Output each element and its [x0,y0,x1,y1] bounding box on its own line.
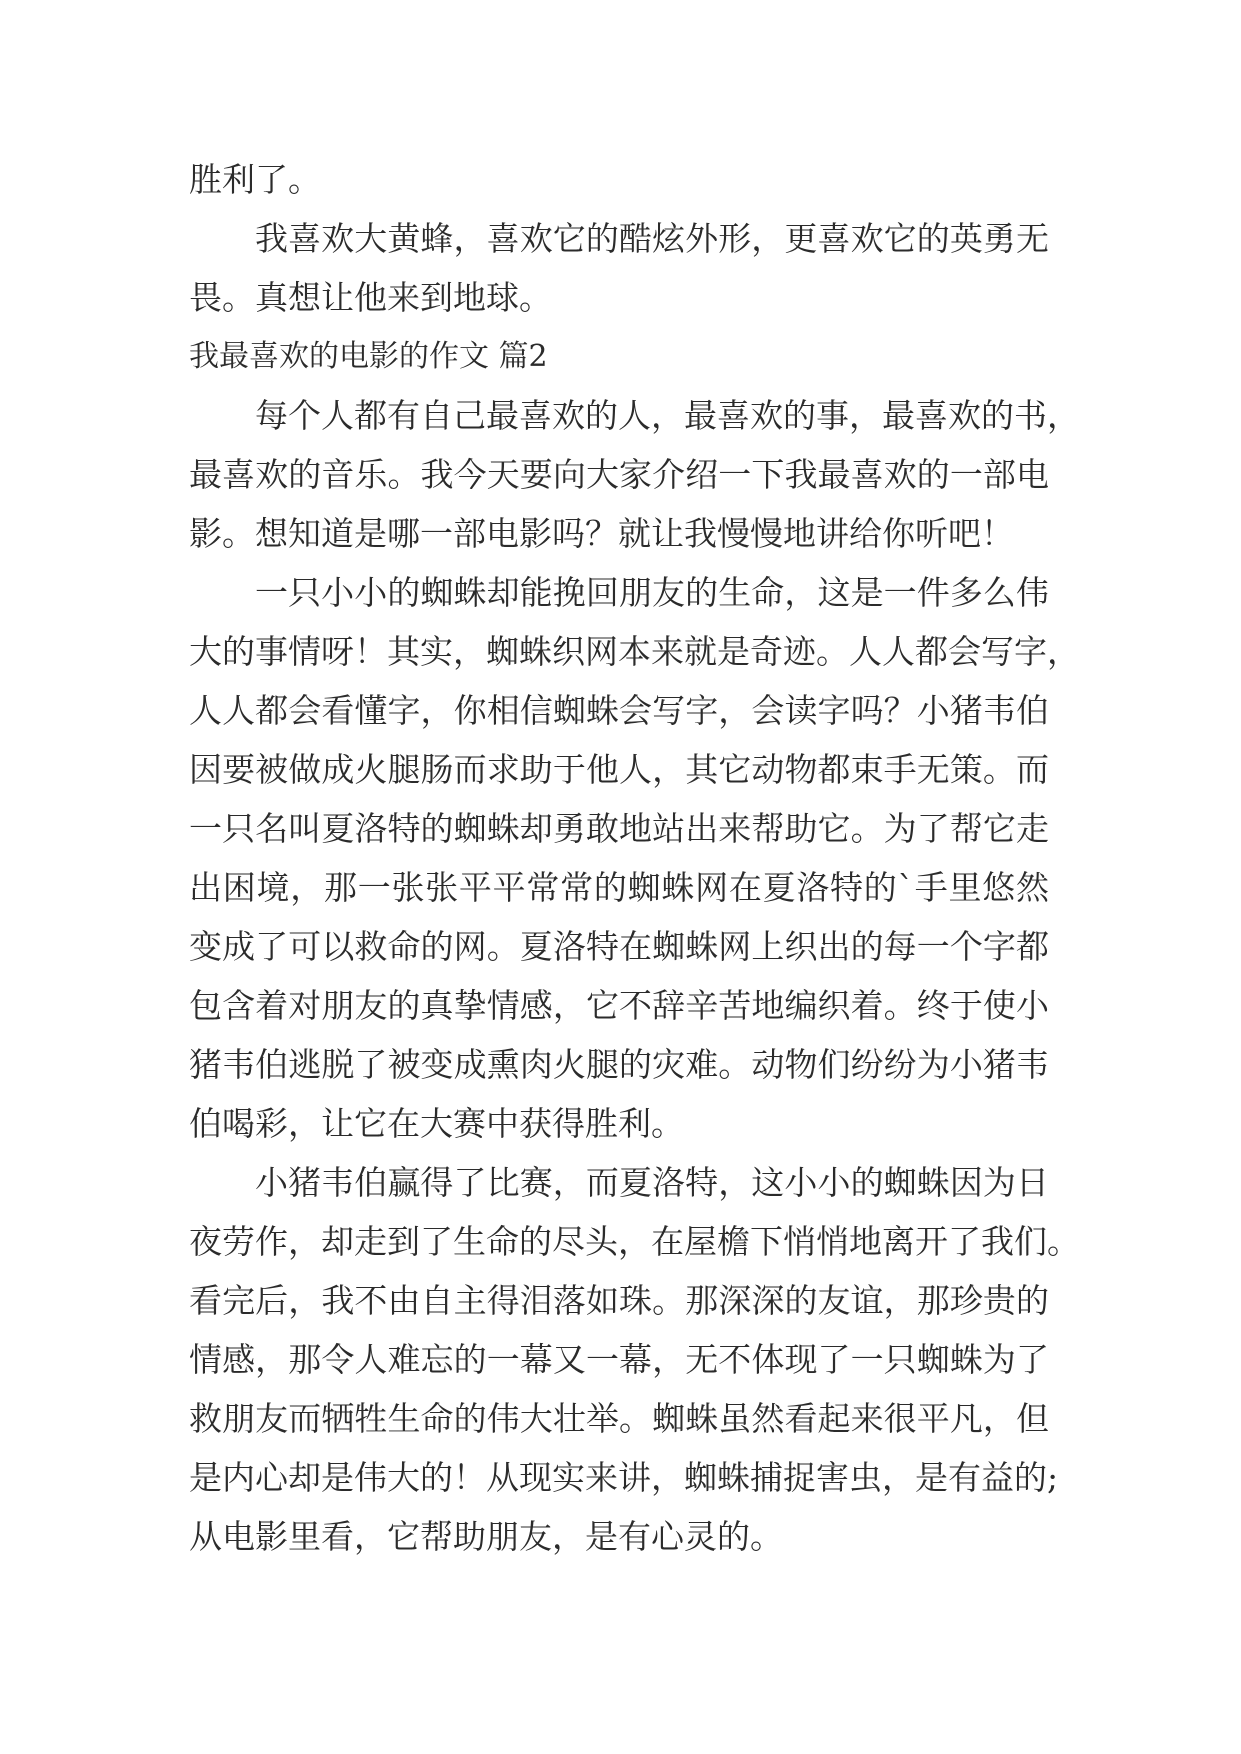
text-line: 我喜欢大黄蜂，喜欢它的酷炫外形，更喜欢它的英勇无 [255,219,1049,258]
text-line: 从电影里看，它帮助朋友，是有心灵的。 [189,1517,783,1556]
text-line: 情感，那令人难忘的一幕又一幕，无不体现了一只蜘蛛为了 [189,1340,1049,1379]
text-line: 看完后，我不由自主得泪落如珠。那深深的友谊，那珍贵的 [189,1281,1049,1320]
paragraph-prev-end [189,150,1049,209]
text-line: 救朋友而牺牲生命的伟大壮举。蜘蛛虽然看起来很平凡，但 [189,1399,1049,1438]
text-line: 是内心却是伟大的！从现实来讲，蜘蛛捕捉害虫，是有益的; [189,1458,1059,1497]
text-line: 一只小小的蜘蛛却能挽回朋友的生命，这是一件多么伟 [255,573,1049,612]
text-line: 变成了可以救命的网。夏洛特在蜘蛛网上织出的每一个字都 [189,927,1049,966]
text-line: 小猪韦伯赢得了比赛，而夏洛特，这小小的蜘蛛因为日 [255,1163,1049,1202]
text-line: 大的事情呀！其实，蜘蛛织网本来就是奇迹。人人都会写字， [189,632,1080,671]
text-line: 影。想知道是哪一部电影吗？就让我慢慢地讲给你听吧！ [189,514,1014,553]
text-line: 猪韦伯逃脱了被变成熏肉火腿的灾难。动物们纷纷为小猪韦 [189,1045,1049,1084]
text-line: 包含着对朋友的真挚情感，它不辞辛苦地编织着。终于使小 [189,986,1049,1025]
text-line: 夜劳作，却走到了生命的尽头，在屋檐下悄悄地离开了我们。 [189,1222,1080,1261]
text-line: 人人都会看懂字，你相信蜘蛛会写字，会读字吗？小猪韦伯 [189,691,1049,730]
paragraph-2 [189,563,1080,1153]
text-line: 一只名叫夏洛特的蜘蛛却勇敢地站出来帮助它。为了帮它走 [189,809,1049,848]
text-line: 每个人都有自己最喜欢的人，最喜欢的事，最喜欢的书， [255,396,1080,435]
text-line: 伯喝彩，让它在大赛中获得胜利。 [189,1104,684,1143]
text-line: 胜利了。 [189,160,321,199]
text-line: 畏。真想让他来到地球。 [189,278,552,317]
text-line: 最喜欢的音乐。我今天要向大家介绍一下我最喜欢的一部电 [189,455,1049,494]
paragraph-1 [189,386,1080,563]
text-line: 因要被做成火腿肠而求助于他人，其它动物都束手无策。而 [189,750,1049,789]
section-heading: 我最喜欢的电影的作文 篇2 [189,339,548,374]
paragraph-prev-closing [189,209,1049,327]
paragraph-3 [189,1153,1080,1566]
document-body [189,150,1080,1566]
text-line: 出困境，那一张张平平常常的蜘蛛网在夏洛特的`手里悠然 [189,868,1049,907]
